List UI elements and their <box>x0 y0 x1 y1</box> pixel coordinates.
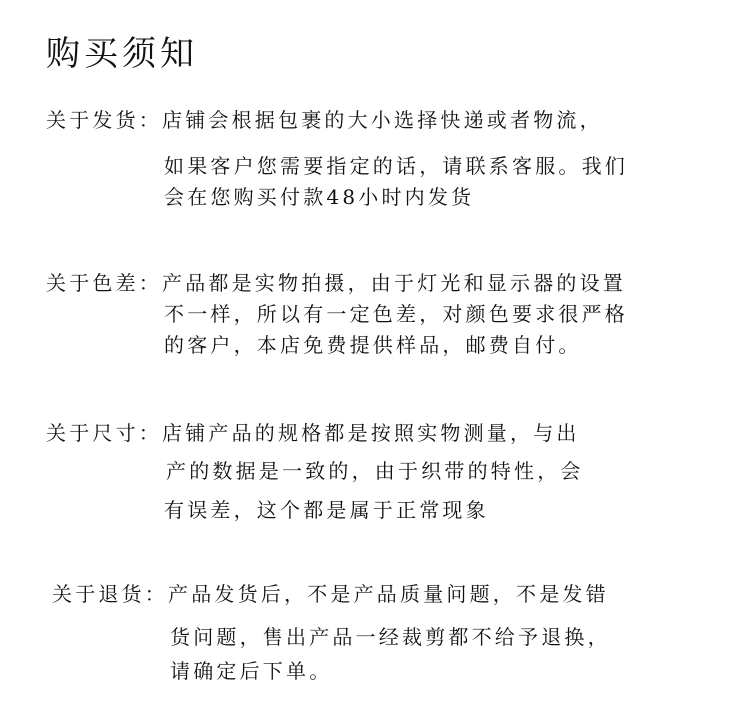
shipping-text-line-2: 如果客户您需要指定的话，请联系客服。我们 <box>164 154 628 178</box>
color-text-line-2: 不一样，所以有一定色差，对颜色要求很严格 <box>164 302 628 326</box>
color-text-line-1: 产品都是实物拍摄，由于灯光和显示器的设置 <box>162 271 626 295</box>
returns-label: 关于退货： <box>52 582 168 606</box>
page-title: 购买须知 <box>46 34 198 74</box>
size-label: 关于尺寸： <box>46 421 162 445</box>
shipping-label: 关于发货： <box>46 108 162 132</box>
size-first-line <box>46 421 580 445</box>
shipping-text-line-1: 店铺会根据包裹的大小选择快递或者物流， <box>162 108 603 132</box>
returns-text-line-1: 产品发货后，不是产品质量问题，不是发错 <box>168 582 609 606</box>
color-label: 关于色差： <box>46 271 162 295</box>
size-text-line-3: 有误差，这个都是属于正常现象 <box>164 498 489 522</box>
size-text-line-2: 产的数据是一致的，由于织带的特性，会 <box>166 459 584 483</box>
size-text-line-1: 店铺产品的规格都是按照实物测量，与出 <box>162 421 580 445</box>
color-text-line-3: 的客户，本店免费提供样品，邮费自付。 <box>164 333 582 357</box>
shipping-text-line-3: 会在您购买付款48小时内发货 <box>164 185 475 209</box>
returns-first-line <box>52 582 609 606</box>
returns-text-line-2: 货问题，售出产品一经裁剪都不给予退换， <box>170 625 611 649</box>
returns-text-line-3: 请确定后下单。 <box>170 659 333 683</box>
color-first-line <box>46 271 626 295</box>
shipping-first-line <box>46 108 603 132</box>
